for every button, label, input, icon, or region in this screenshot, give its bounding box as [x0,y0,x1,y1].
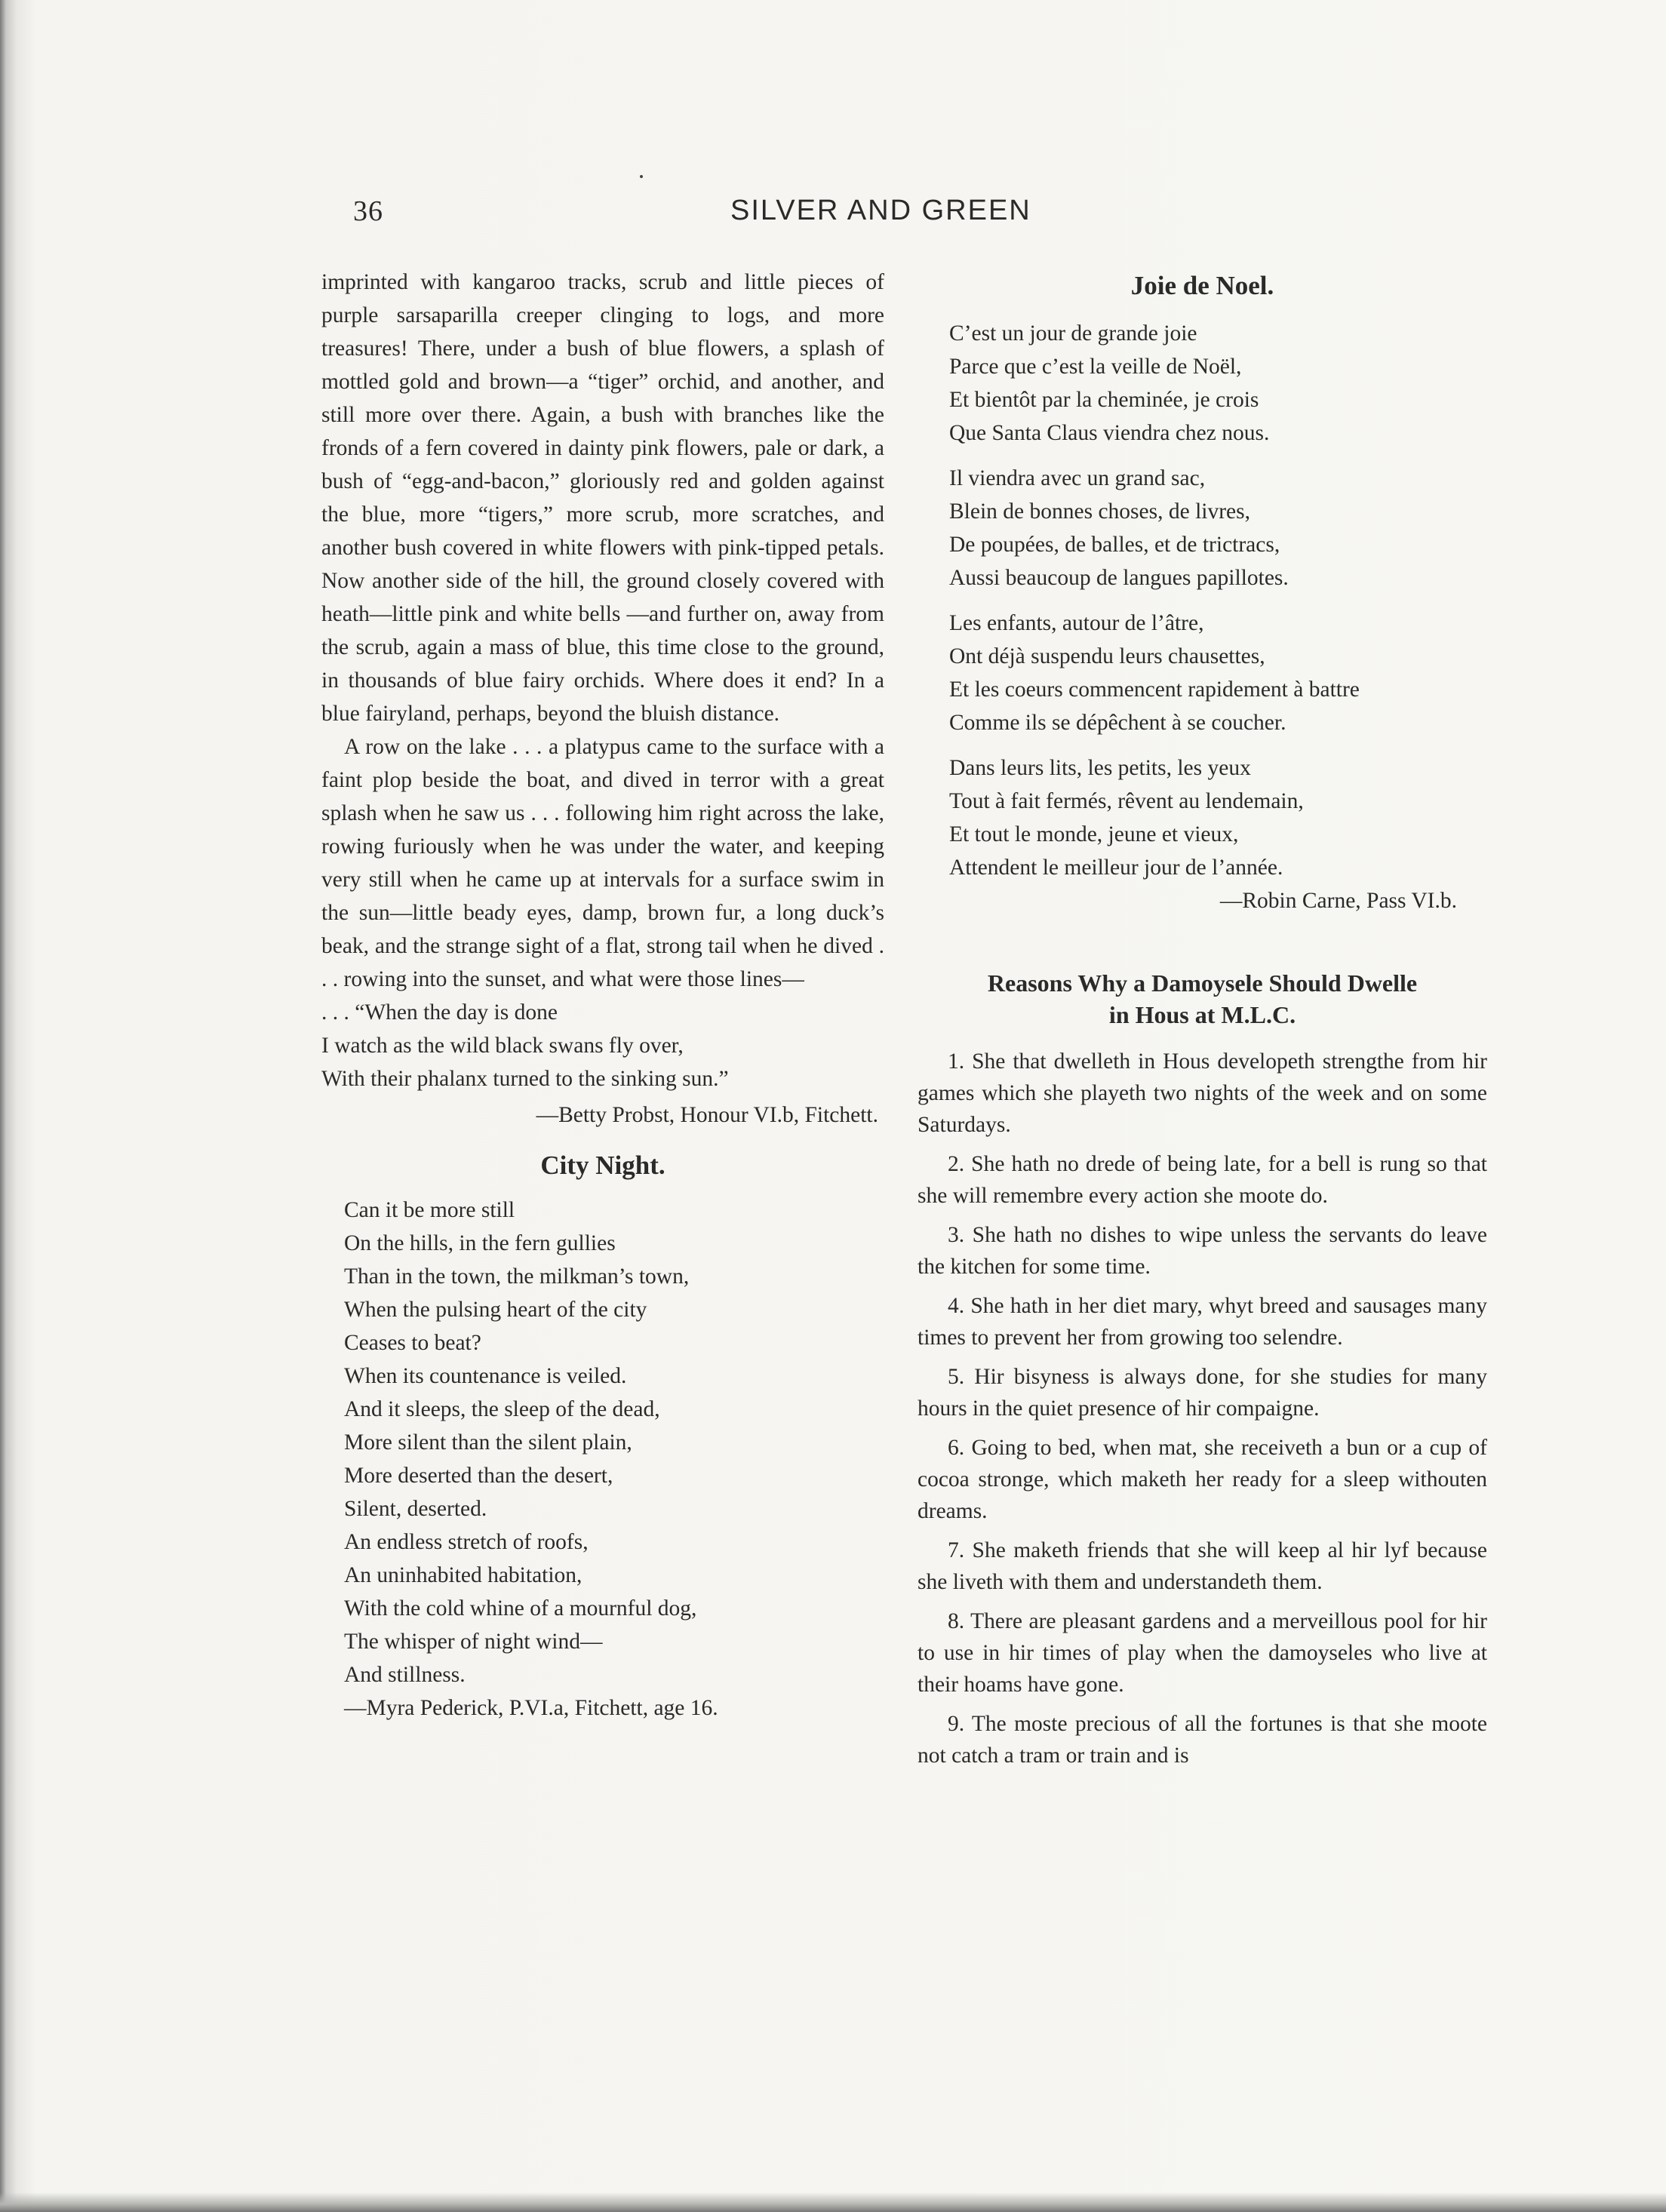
poem-line: When its countenance is veiled. [344,1364,627,1388]
list-title: Reasons Why a Damoysele Should Dwelle [987,969,1418,997]
reasons-list [918,1046,1487,1771]
poem-line: Than in the town, the milkman’s town, [344,1264,690,1289]
running-head: SILVER AND GREEN [730,195,1031,226]
list-item: 8. There are pleasant gardens and a merveillous pool for hir to use in hir times of play when the damoyseles who live at their hoams have gone. [918,1609,1487,1697]
list-item: 2. She hath no drede of being late, for a bell is rung so that she will remembre every action she moote do. [918,1152,1487,1208]
poem-title: Joie de Noel. [1130,271,1274,300]
poem-line: Et les coeurs commencent rapidement à battre [949,677,1360,702]
poem-attribution: —Myra Pederick, P.VI.a, Fitchett, age 16. [344,1696,718,1720]
poem-line: The whisper of night wind— [344,1630,603,1654]
left-column [321,266,884,1725]
poem-attribution: —Robin Carne, Pass VI.b. [1219,889,1457,913]
poem-line: Silent, deserted. [344,1497,487,1521]
poem-line: With the cold whine of a mournful dog, [344,1596,697,1621]
poem-line: Tout à fait fermés, rêvent au lendemain, [949,789,1304,813]
page-bottom-edge [0,2192,1666,2212]
poem-line: And it sleeps, the sleep of the dead, [344,1397,660,1421]
poem-line: Parce que c’est la veille de Noël, [949,355,1242,379]
poem-line: Blein de bonnes choses, de livres, [949,499,1250,524]
list-item: 4. She hath in her diet mary, whyt breed and sausages many times to prevent her from growing too selendre. [918,1294,1487,1350]
stanza [949,751,1487,884]
poem-line: Comme ils se dépêchent à se coucher. [949,711,1286,735]
stanza [949,317,1487,450]
poem-title: City Night. [540,1151,665,1180]
poem-line: And stillness. [344,1663,466,1687]
page-number: 36 [353,195,383,227]
poem-line: Il viendra avec un grand sac, [949,466,1206,490]
poem-line: Que Santa Claus viendra chez nous. [949,421,1270,445]
poem-line: Attendent le meilleur jour de l’année. [949,856,1283,880]
quote-line: . . . “When the day is done [321,1000,558,1025]
poem-line: More silent than the silent plain, [344,1430,632,1455]
list-item: 1. She that dwelleth in Hous developeth strengthe from hir games which she playeth two nights of the week and on some Saturdays. [918,1049,1487,1137]
poem-line: Et tout le monde, jeune et vieux, [949,822,1239,846]
list-item: 7. She maketh friends that she will keep al hir lyf because she liveth with them and understandeth them. [918,1538,1487,1594]
list-item: 9. The moste precious of all the fortunes is that she moote not catch a tram or train and is [918,1712,1487,1768]
ink-speck [640,175,643,178]
poem-line: Can it be more still [344,1198,515,1222]
list-title: in Hous at M.L.C. [1108,1001,1296,1028]
poem-line: Dans leurs lits, les petits, les yeux [949,756,1251,780]
list-item: 6. Going to bed, when mat, she receiveth a bun or a cup of cocoa stronge, which maketh her ready for a sleep withouten dreams. [918,1436,1487,1523]
essay-attribution: —Betty Probst, Honour VI.b, Fitchett. [536,1103,878,1127]
poem-line: De poupées, de balles, et de trictracs, [949,533,1280,557]
poem-line: Les enfants, autour de l’âtre, [949,611,1204,635]
essay-paragraph: A row on the lake . . . a platypus came to the surface with a faint plop beside the boat, and dived in terror with a great splash when he saw us . . . following him right across the lake, rowing furiously when he was under the water, and keeping very still when he came up at intervals for a surface swim in the sun—little beady eyes, damp, brown fur, a long duck’s beak, and the strange sight of a flat, strong tail when he dived . . . rowing into the sunset, and what were those lines— [321,735,884,991]
poem-line: When the pulsing heart of the city [344,1298,647,1322]
poem-line: An endless stretch of roofs, [344,1530,589,1554]
stanza [949,607,1487,739]
poem-line: On the hills, in the fern gullies [344,1231,616,1255]
poem-line: An uninhabited habitation, [344,1563,582,1587]
poem-line: Ceases to beat? [344,1331,481,1355]
list-item: 3. She hath no dishes to wipe unless the servants do leave the kitchen for some time. [918,1223,1487,1279]
stanza [949,462,1487,594]
poem-line: More deserted than the desert, [344,1464,613,1488]
poem-line: C’est un jour de grande joie [949,321,1197,346]
poem-line: Aussi beaucoup de langues papillotes. [949,566,1289,590]
quote-line: I watch as the wild black swans fly over, [321,1034,684,1058]
quote-line: With their phalanx turned to the sinking sun.” [321,1067,729,1091]
essay-paragraph: imprinted with kangaroo tracks, scrub and little pieces of purple sarsaparilla creeper clinging to logs, and more treasures! There, under a bush of blue flowers, a splash of mottled gold and brown—a “tiger” orchid, and another, and still more over there. Again, a bush with branches like the fronds of a fern covered in dainty pink flowers, pale or dark, a bush of “egg-and-bacon,” gloriously red and golden against the blue, more “tigers,” more scrub, more scratches, and another bush covered in white flowers with pink-tipped petals. Now another side of the hill, the ground closely covered with heath—little pink and white bells —and further on, away from the scrub, again a mass of blue, this time close to the ground, in thousands of blue fairy orchids. Where does it end? In a blue fairyland, perhaps, beyond the bluish distance. [321,270,884,726]
poem-line: Et bientôt par la cheminée, je crois [949,388,1259,412]
poem-body [321,1194,884,1691]
poem-line: Ont déjà suspendu leurs chausettes, [949,644,1265,668]
list-item: 5. Hir bisyness is always done, for she studies for many hours in the quiet presence of hir compaigne. [918,1365,1487,1421]
right-column [918,269,1487,1771]
